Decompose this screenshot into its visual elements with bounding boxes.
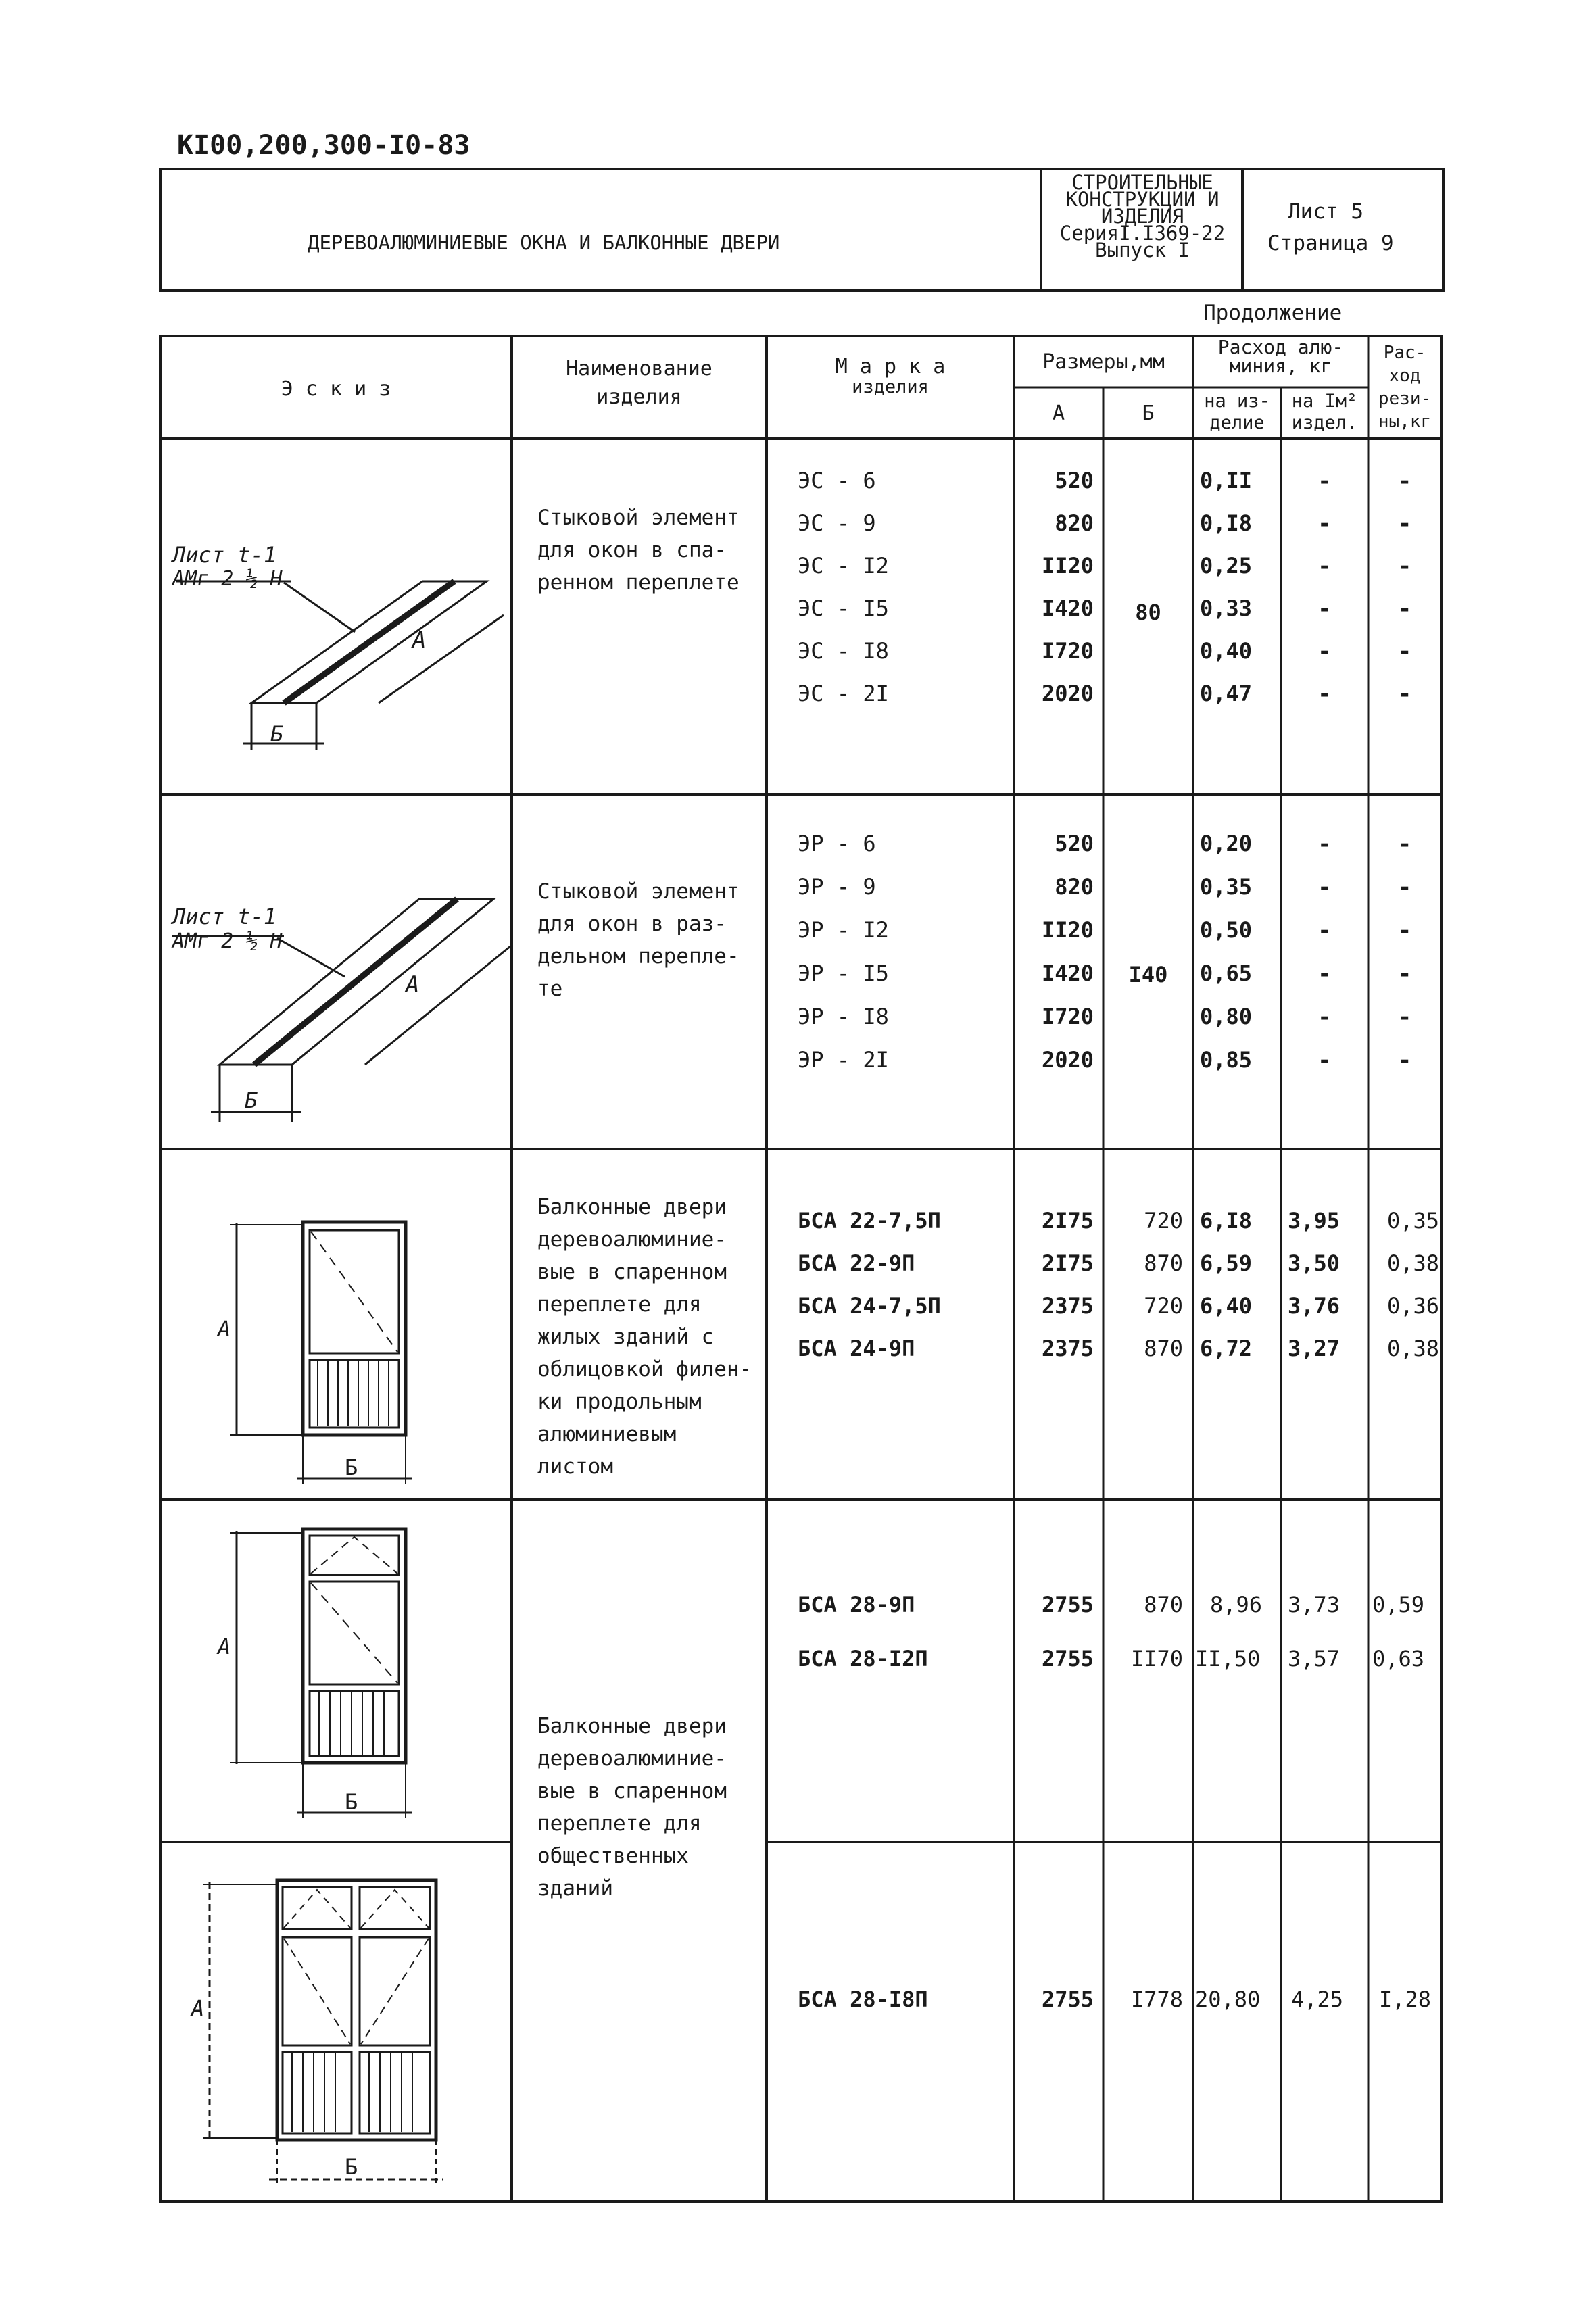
series-line: СТРОИТЕЛЬНЫЕ (1071, 171, 1213, 194)
product-name (537, 1191, 760, 1483)
product-name (537, 502, 760, 599)
alum-item-cell: 0,85 (1200, 1047, 1253, 1073)
alum-item-cell: 0,I8 (1200, 510, 1253, 536)
product-name-line: вые в спаренном (537, 1260, 727, 1284)
mark-cell: ЭР - I5 (798, 960, 889, 986)
mark-cell: ЭР - I2 (798, 917, 889, 943)
sketch-joint-element-paired (176, 581, 504, 750)
mark-cell: БСА 28-9П (798, 1592, 915, 1617)
alum-m2-cell: - (1317, 638, 1332, 665)
dimension-label: Б (345, 1789, 358, 1815)
rubber-cell: - (1397, 960, 1412, 988)
header-rubber-line: ны,кг (1378, 412, 1432, 432)
alum-item-cell: 0,25 (1200, 553, 1253, 579)
product-name (537, 875, 760, 1005)
rubber-cell: I,28 (1379, 1987, 1432, 2012)
dimension-label: Б (270, 721, 284, 747)
rubber-cell: 0,59 (1372, 1592, 1425, 1617)
size-a-cell: 2I75 (1041, 1208, 1094, 1234)
size-a-cell: 2I75 (1041, 1250, 1094, 1276)
header-rubber (1368, 341, 1441, 433)
size-b-cell: 870 (1144, 1336, 1183, 1361)
product-name (537, 1710, 760, 1905)
alum-m2-cell: 3,50 (1288, 1250, 1340, 1276)
size-b-cell: 720 (1144, 1208, 1183, 1234)
dimension-label: А (412, 627, 427, 654)
size-a-cell: 2375 (1041, 1336, 1094, 1361)
product-name-line: деревоалюминие- (537, 1227, 727, 1252)
size-a-cell: 2375 (1041, 1293, 1094, 1319)
rubber-cell: - (1397, 1004, 1412, 1031)
rubber-cell: - (1397, 681, 1412, 708)
alum-m2-cell: - (1317, 960, 1332, 988)
dimension-label: А (191, 1995, 205, 2021)
alum-m2-cell: 3,76 (1288, 1293, 1340, 1319)
size-a-cell: I720 (1041, 1004, 1094, 1029)
product-name-line: ренном переплете (537, 570, 740, 595)
alum-item-cell: 0,65 (1200, 960, 1253, 986)
product-name-line: общественных (537, 1844, 689, 1868)
alum-item-cell: 0,80 (1200, 1004, 1253, 1029)
series-line: КОНСТРУКЦИИ И (1065, 188, 1219, 211)
mark-cell: БСА 28-I8П (798, 1987, 928, 2012)
alum-item-cell: 8,96 (1210, 1592, 1263, 1617)
dimension-label: А (218, 1634, 231, 1659)
alum-m2-cell: - (1317, 553, 1332, 580)
alum-m2-cell: 3,73 (1288, 1592, 1340, 1617)
size-a-cell: 2020 (1041, 1047, 1094, 1073)
rubber-cell: 0,63 (1372, 1646, 1425, 1672)
size-a-cell: 520 (1055, 831, 1094, 856)
rubber-cell: - (1397, 831, 1412, 858)
series-line: ИЗДЕЛИЯ (1101, 205, 1184, 228)
rubber-cell: 0,36 (1386, 1293, 1439, 1319)
size-b-cell: II70 (1130, 1646, 1183, 1672)
header-name-line: изделия (596, 385, 682, 409)
rubber-cell: - (1397, 595, 1412, 623)
sketch-note: Лист t-1 (172, 904, 277, 929)
size-b-common: 80 (1135, 600, 1161, 625)
alum-item-cell: 6,59 (1200, 1250, 1253, 1276)
rubber-cell: - (1397, 917, 1412, 944)
size-a-cell: 2020 (1041, 681, 1094, 706)
header-alum-line: миния, кг (1229, 355, 1332, 377)
header-alum-per-item (1193, 391, 1281, 434)
header-sketch: Э с к и з (281, 377, 391, 401)
header-alum-m2-line: на Iм² (1291, 391, 1358, 412)
alum-item-cell: 0,40 (1200, 638, 1253, 664)
alum-m2-cell: - (1317, 510, 1332, 537)
size-b-cell: 870 (1144, 1592, 1183, 1617)
mark-cell: БСА 24-7,5П (798, 1293, 941, 1319)
mark-cell: ЭС - 9 (798, 510, 876, 536)
product-name-line: Стыковой элемент (537, 506, 740, 530)
product-name-line: зданий (537, 1876, 613, 1901)
sketch-balcony-door-residential (230, 1222, 412, 1484)
product-name-line: деревоалюминие- (537, 1747, 727, 1771)
header-name-line: Наименование (566, 357, 712, 381)
alum-m2-cell: - (1317, 1047, 1332, 1074)
product-name-line: те (537, 977, 563, 1001)
product-name-line: Балконные двери (537, 1195, 727, 1219)
dimension-label: А (406, 971, 420, 998)
document-code: КI00,200,300-I0-83 (177, 130, 470, 161)
alum-item-cell: 0,II (1200, 468, 1253, 493)
alum-m2-cell: - (1317, 1004, 1332, 1031)
mark-cell: ЭР - 6 (798, 831, 876, 856)
mark-cell: БСА 28-I2П (798, 1646, 928, 1672)
sketch-note: Лист t-1 (172, 542, 277, 568)
alum-item-cell: 6,72 (1200, 1336, 1253, 1361)
product-name-line: дельном перепле- (537, 944, 740, 969)
product-name-line: Балконные двери (537, 1714, 727, 1738)
header-sizes: Размеры,мм (1042, 350, 1165, 374)
mark-cell: ЭС - I5 (798, 595, 889, 621)
header-aluminium (1193, 338, 1368, 376)
size-b-cell: 870 (1144, 1250, 1183, 1276)
product-name-line: Стыковой элемент (537, 879, 740, 904)
sheet-number: Лист 5 (1288, 199, 1363, 224)
header-rubber-line: рези- (1378, 389, 1432, 409)
rubber-cell: - (1397, 874, 1412, 901)
alum-m2-cell: 4,25 (1291, 1987, 1344, 2012)
size-a-cell: I720 (1041, 638, 1094, 664)
mark-cell: БСА 24-9П (798, 1336, 915, 1361)
header-mark (767, 356, 1014, 397)
size-a-cell: 820 (1055, 874, 1094, 900)
mark-cell: ЭС - 2I (798, 681, 889, 706)
rubber-cell: 0,38 (1386, 1250, 1439, 1276)
sketch-note: АМг 2 ½ Н (172, 929, 283, 953)
product-name-line: листом (537, 1455, 613, 1479)
header-rubber-line: Рас- (1383, 343, 1426, 363)
product-name-line: жилых зданий с (537, 1325, 715, 1349)
header-size-a: А (1052, 401, 1065, 425)
product-name-line: алюминиевым (537, 1422, 677, 1446)
header-alum-m2-line: издел. (1291, 412, 1358, 433)
size-b-common: I40 (1128, 962, 1168, 988)
series-line: Выпуск I (1095, 239, 1190, 262)
mark-cell: ЭР - I8 (798, 1004, 889, 1029)
continuation-label: Продолжение (1203, 301, 1343, 325)
series-line: СерияI.I369-22 (1059, 222, 1226, 245)
alum-item-cell: 6,I8 (1200, 1208, 1253, 1234)
product-name-line: ки продольным (537, 1390, 702, 1414)
alum-item-cell: 20,80 (1195, 1987, 1261, 2012)
size-a-cell: 2755 (1041, 1592, 1094, 1617)
mark-cell: ЭР - 9 (798, 874, 876, 900)
alum-m2-cell: 3,95 (1288, 1208, 1340, 1234)
rubber-cell: - (1397, 468, 1412, 495)
header-alum-item-line: на из- (1204, 391, 1270, 412)
sketch-balcony-door-public-single (230, 1529, 412, 1818)
alum-item-cell: 6,40 (1200, 1293, 1253, 1319)
rubber-cell: - (1397, 1047, 1412, 1074)
product-name-line: переплете для (537, 1811, 702, 1836)
size-a-cell: I420 (1041, 960, 1094, 986)
mark-cell: ЭС - I2 (798, 553, 889, 579)
sketch-balcony-door-public-double (203, 1880, 443, 2187)
mark-cell: ЭР - 2I (798, 1047, 889, 1073)
product-name-line: переплете для (537, 1292, 702, 1317)
header-name (512, 358, 767, 408)
product-name-line: вые в спаренном (537, 1779, 727, 1803)
product-name-line: облицовкой филен- (537, 1357, 752, 1382)
header-mark-line: изделия (852, 376, 929, 397)
alum-m2-cell: 3,27 (1288, 1336, 1340, 1361)
rubber-cell: - (1397, 553, 1412, 580)
size-a-cell: 2755 (1041, 1646, 1094, 1672)
dimension-label: Б (245, 1088, 258, 1113)
page-number: Страница 9 (1267, 231, 1394, 255)
dimension-label: Б (345, 2154, 358, 2180)
size-a-cell: II20 (1041, 917, 1094, 943)
title-block-frame (160, 169, 1443, 291)
dimension-label: Б (345, 1455, 358, 1480)
product-name-line: для окон в раз- (537, 912, 727, 936)
rubber-cell: 0,38 (1386, 1336, 1439, 1361)
alum-item-cell: 0,20 (1200, 831, 1253, 856)
mark-cell: БСА 22-7,5П (798, 1208, 941, 1234)
header-mark-line: М а р к а (835, 355, 946, 379)
rubber-cell: - (1397, 638, 1412, 665)
series-block (1044, 171, 1240, 262)
size-a-cell: 820 (1055, 510, 1094, 536)
alum-m2-cell: - (1317, 917, 1332, 944)
size-a-cell: I420 (1041, 595, 1094, 621)
alum-m2-cell: 3,57 (1288, 1646, 1340, 1672)
header-alum-per-m2 (1281, 391, 1368, 434)
alum-item-cell: II,50 (1195, 1646, 1261, 1672)
sketch-note: АМг 2 ½ Н (172, 567, 283, 591)
alum-item-cell: 0,33 (1200, 595, 1253, 621)
alum-item-cell: 0,47 (1200, 681, 1253, 706)
alum-m2-cell: - (1317, 874, 1332, 901)
mark-cell: ЭС - 6 (798, 468, 876, 493)
alum-m2-cell: - (1317, 468, 1332, 495)
header-size-b: Б (1142, 401, 1155, 425)
size-a-cell: II20 (1041, 553, 1094, 579)
rubber-cell: 0,35 (1386, 1208, 1439, 1234)
size-a-cell: 2755 (1041, 1987, 1094, 2012)
alum-m2-cell: - (1317, 595, 1332, 623)
size-a-cell: 520 (1055, 468, 1094, 493)
header-alum-item-line: делие (1209, 412, 1265, 433)
size-b-cell: 720 (1144, 1293, 1183, 1319)
product-name-line: для окон в спа- (537, 538, 727, 562)
mark-cell: ЭС - I8 (798, 638, 889, 664)
document-title: ДЕРЕВОАЛЮМИНИЕВЫЕ ОКНА И БАЛКОННЫЕ ДВЕРИ (308, 231, 780, 254)
header-alum-line: Расход алю- (1217, 336, 1344, 358)
mark-cell: БСА 22-9П (798, 1250, 915, 1276)
rubber-cell: - (1397, 510, 1412, 537)
alum-m2-cell: - (1317, 681, 1332, 708)
header-rubber-line: ход (1388, 366, 1421, 386)
dimension-label: А (218, 1316, 231, 1342)
size-b-cell: I778 (1130, 1987, 1183, 2012)
alum-m2-cell: - (1317, 831, 1332, 858)
alum-item-cell: 0,50 (1200, 917, 1253, 943)
alum-item-cell: 0,35 (1200, 874, 1253, 900)
